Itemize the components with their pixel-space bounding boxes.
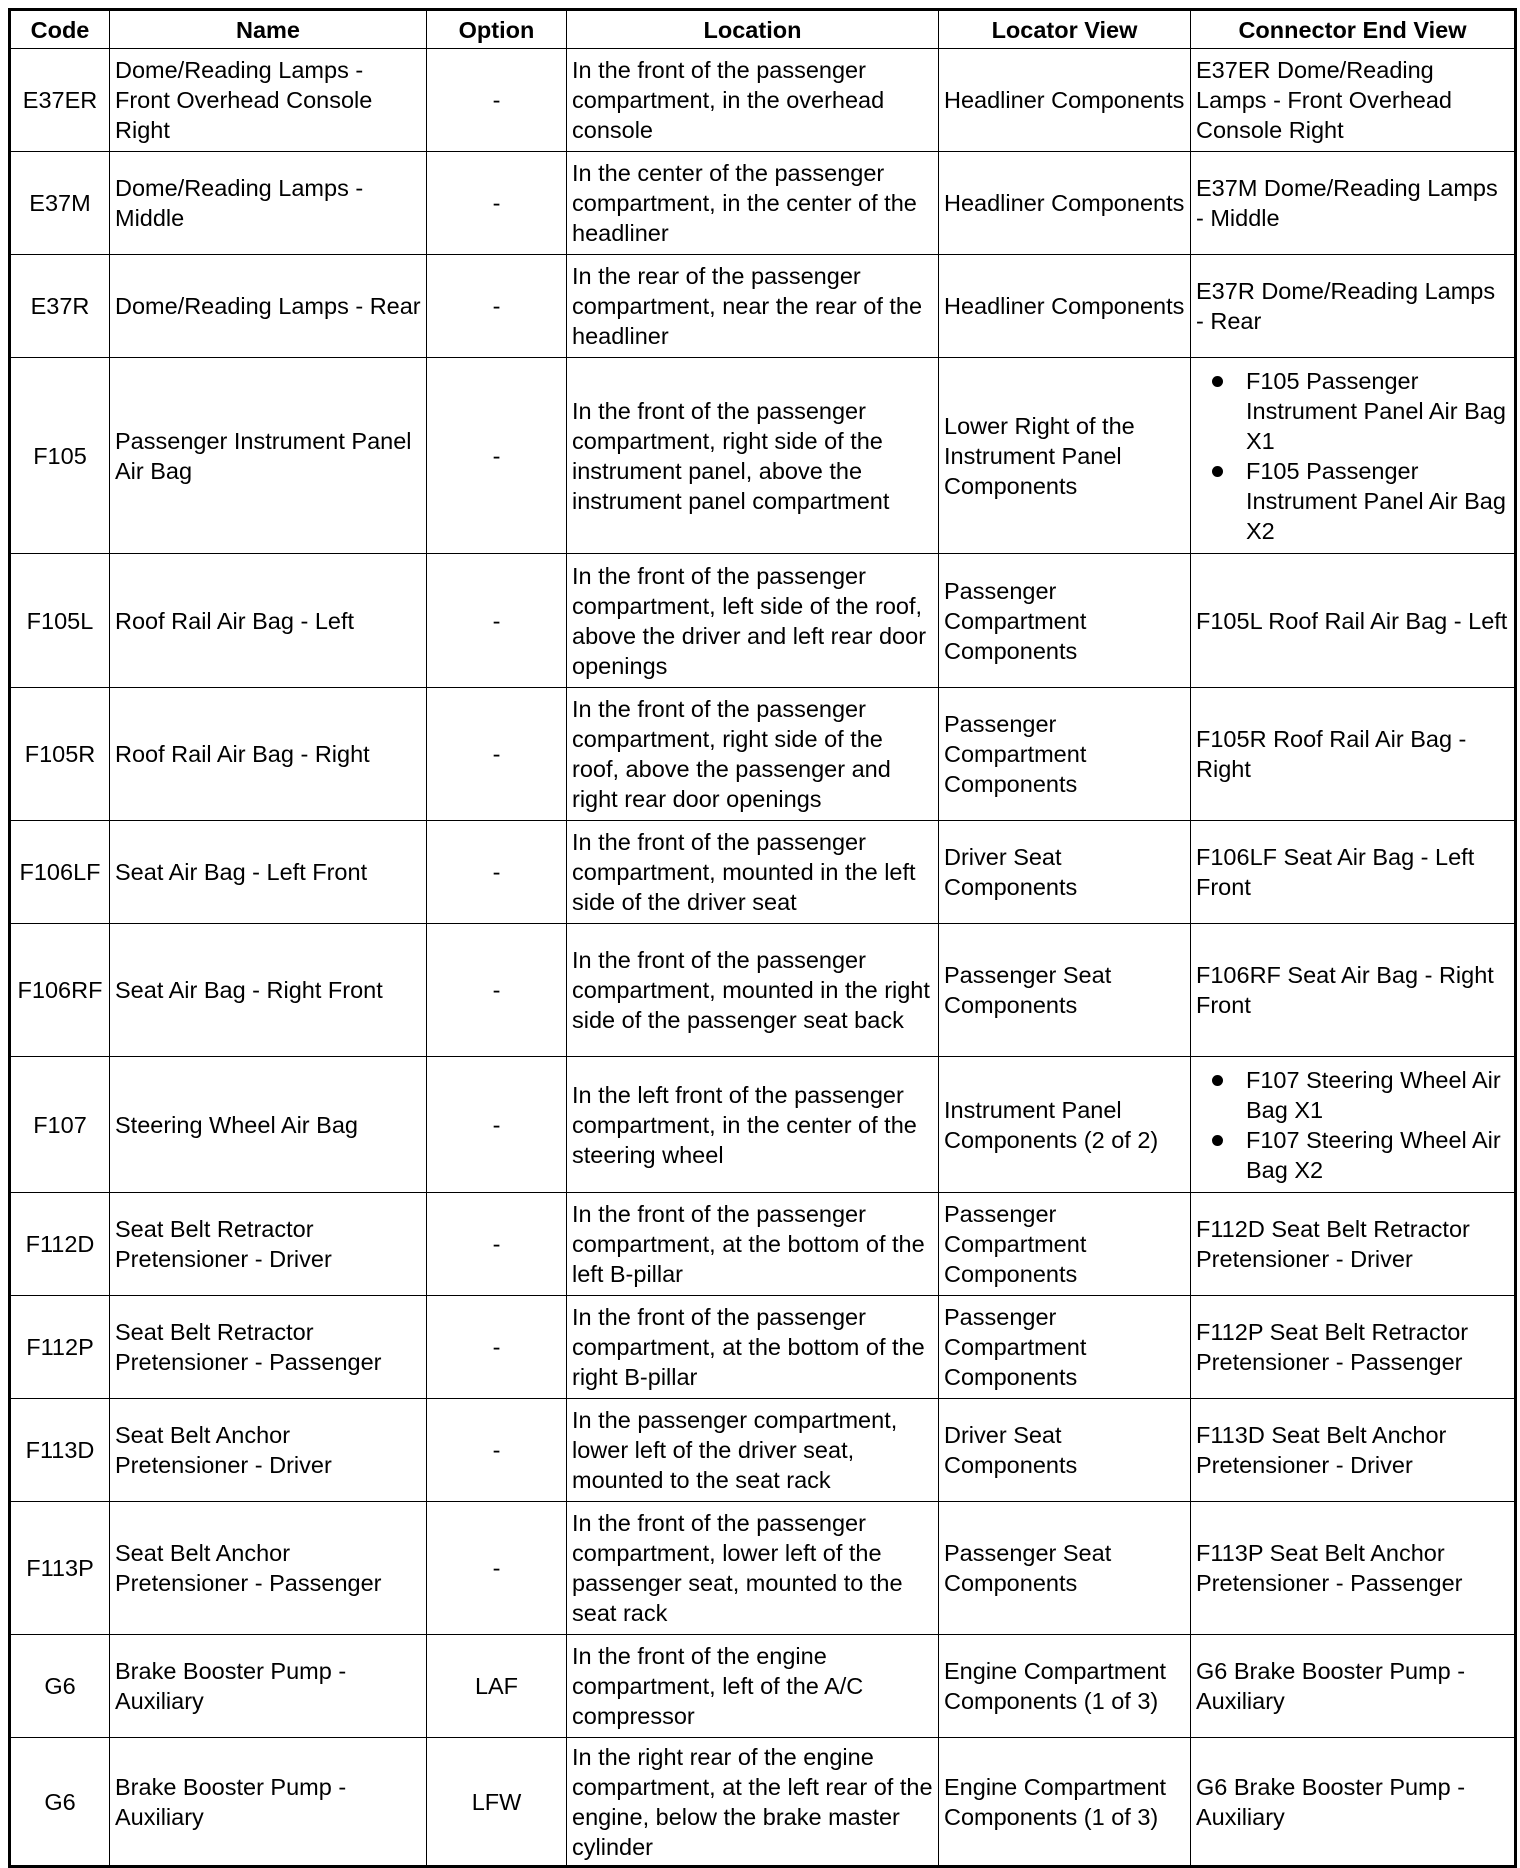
connector-list-item: F105 Passenger Instrument Panel Air Bag X1 [1246, 366, 1509, 456]
cell-location: In the front of the passenger compartment, mounted in the right side of the passenger seat back [567, 924, 939, 1057]
cell-option: LAF [427, 1635, 567, 1738]
cell-option: - [427, 358, 567, 554]
cell-name: Brake Booster Pump - Auxiliary [110, 1635, 427, 1738]
table-row [10, 554, 1516, 688]
cell-location: In the center of the passenger compartment, in the center of the headliner [567, 152, 939, 255]
cell-locator-view: Passenger Compartment Components [939, 688, 1191, 821]
cell-name: Dome/Reading Lamps - Rear [110, 255, 427, 358]
cell-option: LFW [427, 1738, 567, 1867]
table-row [10, 1399, 1516, 1502]
cell-connector-end-view: F113D Seat Belt Anchor Pretensioner - Driver [1191, 1399, 1516, 1502]
cell-option: - [427, 688, 567, 821]
cell-locator-view: Engine Compartment Components (1 of 3) [939, 1738, 1191, 1867]
cell-location: In the front of the passenger compartment, at the bottom of the right B-pillar [567, 1296, 939, 1399]
cell-connector-end-view: F105L Roof Rail Air Bag - Left [1191, 554, 1516, 688]
cell-name: Dome/Reading Lamps - Front Overhead Console Right [110, 49, 427, 152]
cell-locator-view: Driver Seat Components [939, 1399, 1191, 1502]
cell-locator-view: Headliner Components [939, 152, 1191, 255]
connector-list [1196, 366, 1509, 546]
table-row [10, 1193, 1516, 1296]
cell-locator-view: Headliner Components [939, 255, 1191, 358]
table-row [10, 924, 1516, 1057]
cell-name: Steering Wheel Air Bag [110, 1057, 427, 1193]
header-option: Option [427, 10, 567, 49]
cell-code: F105L [10, 554, 110, 688]
table-row [10, 1635, 1516, 1738]
cell-option: - [427, 554, 567, 688]
cell-name: Seat Belt Retractor Pretensioner - Driver [110, 1193, 427, 1296]
cell-location: In the front of the passenger compartment, right side of the instrument panel, above the instrument panel compartment [567, 358, 939, 554]
cell-option: - [427, 821, 567, 924]
cell-location: In the front of the passenger compartment, lower left of the passenger seat, mounted to the seat rack [567, 1502, 939, 1635]
cell-name: Brake Booster Pump - Auxiliary [110, 1738, 427, 1867]
cell-name: Seat Air Bag - Left Front [110, 821, 427, 924]
connector-list [1196, 1065, 1509, 1185]
cell-option: - [427, 255, 567, 358]
cell-locator-view: Passenger Seat Components [939, 1502, 1191, 1635]
table-row [10, 821, 1516, 924]
cell-code: F112D [10, 1193, 110, 1296]
cell-name: Seat Air Bag - Right Front [110, 924, 427, 1057]
cell-option: - [427, 1502, 567, 1635]
cell-connector-end-view: F113P Seat Belt Anchor Pretensioner - Passenger [1191, 1502, 1516, 1635]
cell-option: - [427, 1296, 567, 1399]
cell-connector-end-view: E37M Dome/Reading Lamps - Middle [1191, 152, 1516, 255]
table-row [10, 255, 1516, 358]
cell-name: Seat Belt Retractor Pretensioner - Passenger [110, 1296, 427, 1399]
header-locator-view: Locator View [939, 10, 1191, 49]
cell-location: In the front of the passenger compartment, left side of the roof, above the driver and left rear door openings [567, 554, 939, 688]
table-row [10, 358, 1516, 554]
cell-option: - [427, 924, 567, 1057]
cell-code: G6 [10, 1738, 110, 1867]
cell-connector-end-view: G6 Brake Booster Pump - Auxiliary [1191, 1738, 1516, 1867]
cell-name: Seat Belt Anchor Pretensioner - Driver [110, 1399, 427, 1502]
cell-code: E37ER [10, 49, 110, 152]
cell-location: In the passenger compartment, lower left of the driver seat, mounted to the seat rack [567, 1399, 939, 1502]
table-row [10, 1502, 1516, 1635]
table-row [10, 49, 1516, 152]
cell-connector-end-view: E37R Dome/Reading Lamps - Rear [1191, 255, 1516, 358]
cell-option: - [427, 1399, 567, 1502]
connector-locations-table [8, 8, 1517, 1868]
cell-name: Roof Rail Air Bag - Left [110, 554, 427, 688]
table-row [10, 1738, 1516, 1867]
header-connector-end-view: Connector End View [1191, 10, 1516, 49]
cell-locator-view: Engine Compartment Components (1 of 3) [939, 1635, 1191, 1738]
cell-code: F113D [10, 1399, 110, 1502]
connector-list-item: F107 Steering Wheel Air Bag X1 [1246, 1065, 1509, 1125]
cell-option: - [427, 152, 567, 255]
cell-name: Passenger Instrument Panel Air Bag [110, 358, 427, 554]
cell-location: In the rear of the passenger compartment, near the rear of the headliner [567, 255, 939, 358]
cell-connector-end-view: F105R Roof Rail Air Bag - Right [1191, 688, 1516, 821]
cell-location: In the right rear of the engine compartment, at the left rear of the engine, below the brake master cylinder [567, 1738, 939, 1867]
table-row [10, 1296, 1516, 1399]
cell-location: In the front of the passenger compartment, mounted in the left side of the driver seat [567, 821, 939, 924]
cell-code: F106LF [10, 821, 110, 924]
header-code: Code [10, 10, 110, 49]
connector-list-item: F107 Steering Wheel Air Bag X2 [1246, 1125, 1509, 1185]
header-row [10, 10, 1516, 49]
cell-connector-end-view: F106LF Seat Air Bag - Left Front [1191, 821, 1516, 924]
cell-code: F106RF [10, 924, 110, 1057]
cell-connector-end-view: E37ER Dome/Reading Lamps - Front Overhead Console Right [1191, 49, 1516, 152]
cell-code: E37M [10, 152, 110, 255]
cell-location: In the front of the engine compartment, left of the A/C compressor [567, 1635, 939, 1738]
cell-locator-view: Passenger Compartment Components [939, 1193, 1191, 1296]
cell-locator-view: Passenger Compartment Components [939, 554, 1191, 688]
cell-connector-end-view [1191, 358, 1516, 554]
table-row [10, 688, 1516, 821]
header-location: Location [567, 10, 939, 49]
table-row [10, 1057, 1516, 1193]
header-name: Name [110, 10, 427, 49]
cell-locator-view: Instrument Panel Components (2 of 2) [939, 1057, 1191, 1193]
cell-code: G6 [10, 1635, 110, 1738]
cell-code: F113P [10, 1502, 110, 1635]
cell-locator-view: Passenger Seat Components [939, 924, 1191, 1057]
cell-option: - [427, 1057, 567, 1193]
cell-name: Roof Rail Air Bag - Right [110, 688, 427, 821]
cell-code: F112P [10, 1296, 110, 1399]
cell-locator-view: Headliner Components [939, 49, 1191, 152]
cell-location: In the front of the passenger compartment, at the bottom of the left B-pillar [567, 1193, 939, 1296]
cell-connector-end-view: F106RF Seat Air Bag - Right Front [1191, 924, 1516, 1057]
cell-connector-end-view: F112P Seat Belt Retractor Pretensioner - Passenger [1191, 1296, 1516, 1399]
cell-locator-view: Driver Seat Components [939, 821, 1191, 924]
connector-list-item: F105 Passenger Instrument Panel Air Bag X2 [1246, 456, 1509, 546]
cell-location: In the front of the passenger compartment, right side of the roof, above the passenger and right rear door openings [567, 688, 939, 821]
cell-connector-end-view: G6 Brake Booster Pump - Auxiliary [1191, 1635, 1516, 1738]
cell-location: In the left front of the passenger compartment, in the center of the steering wheel [567, 1057, 939, 1193]
cell-connector-end-view [1191, 1057, 1516, 1193]
cell-code: F105 [10, 358, 110, 554]
cell-locator-view: Lower Right of the Instrument Panel Components [939, 358, 1191, 554]
cell-code: F105R [10, 688, 110, 821]
cell-name: Seat Belt Anchor Pretensioner - Passenger [110, 1502, 427, 1635]
cell-code: E37R [10, 255, 110, 358]
cell-code: F107 [10, 1057, 110, 1193]
cell-locator-view: Passenger Compartment Components [939, 1296, 1191, 1399]
cell-location: In the front of the passenger compartment, in the overhead console [567, 49, 939, 152]
cell-option: - [427, 1193, 567, 1296]
cell-name: Dome/Reading Lamps - Middle [110, 152, 427, 255]
table-row [10, 152, 1516, 255]
cell-option: - [427, 49, 567, 152]
cell-connector-end-view: F112D Seat Belt Retractor Pretensioner - Driver [1191, 1193, 1516, 1296]
